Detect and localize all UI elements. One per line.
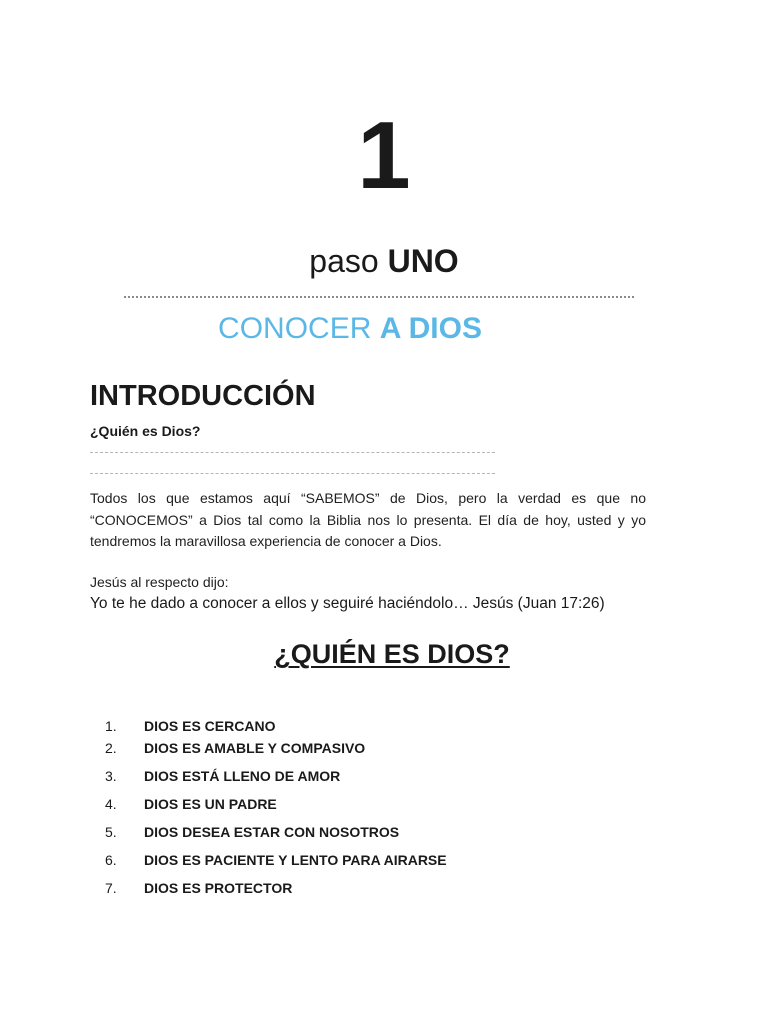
list-text: DIOS ES PROTECTOR — [144, 880, 293, 896]
section-title — [0, 310, 768, 348]
list-item — [0, 793, 768, 815]
list-number: 6. — [105, 852, 117, 868]
intro-heading: INTRODUCCIÓN — [90, 380, 316, 412]
list-item — [0, 877, 768, 899]
step-label — [0, 241, 768, 281]
main-heading — [0, 636, 768, 672]
list-item — [0, 821, 768, 843]
intro-question: ¿Quién es Dios? — [90, 423, 201, 439]
answer-line — [90, 452, 495, 453]
list-item — [0, 765, 768, 787]
list-number: 4. — [105, 796, 117, 812]
list-item — [0, 715, 768, 737]
list-text: DIOS ES AMABLE Y COMPASIVO — [144, 740, 366, 756]
list-number: 2. — [105, 740, 117, 756]
list-text: DIOS ES PACIENTE Y LENTO PARA AIRARSE — [144, 852, 447, 868]
step-number: 1 — [357, 102, 411, 209]
list-number: 3. — [105, 768, 117, 784]
list-number: 7. — [105, 880, 117, 896]
dotted-divider — [124, 296, 634, 298]
list-text: DIOS ES CERCANO — [144, 718, 276, 734]
list-number: 1. — [105, 718, 117, 734]
list-item — [0, 849, 768, 871]
intro-paragraph: Todos los que estamos aquí “SABEMOS” de Dios, pero la verdad es que no “CONOCEMOS” a Dios tal como la Biblia nos lo presenta. El día de hoy, usted y yo tendremos la maravillosa experiencia de conocer a Dios. — [90, 490, 646, 549]
answer-line — [90, 473, 495, 474]
list-text: DIOS ES UN PADRE — [144, 796, 277, 812]
section-title-part1: CONOCER — [218, 312, 372, 345]
main-heading-text: ¿QUIÉN ES DIOS? — [274, 639, 510, 669]
step-name: UNO — [387, 243, 459, 279]
list-number: 5. — [105, 824, 117, 840]
quote-intro: Jesús al respecto dijo: — [90, 574, 229, 590]
step-word: paso — [309, 243, 379, 279]
list-text: DIOS DESEA ESTAR CON NOSOTROS — [144, 824, 400, 840]
bible-quote: Yo te he dado a conocer a ellos y seguiré haciéndolo… Jesús (Juan 17:26) — [90, 595, 605, 612]
list-text: DIOS ESTÁ LLENO DE AMOR — [144, 768, 341, 784]
section-title-part2: A DIOS — [379, 312, 482, 345]
list-item — [0, 737, 768, 759]
